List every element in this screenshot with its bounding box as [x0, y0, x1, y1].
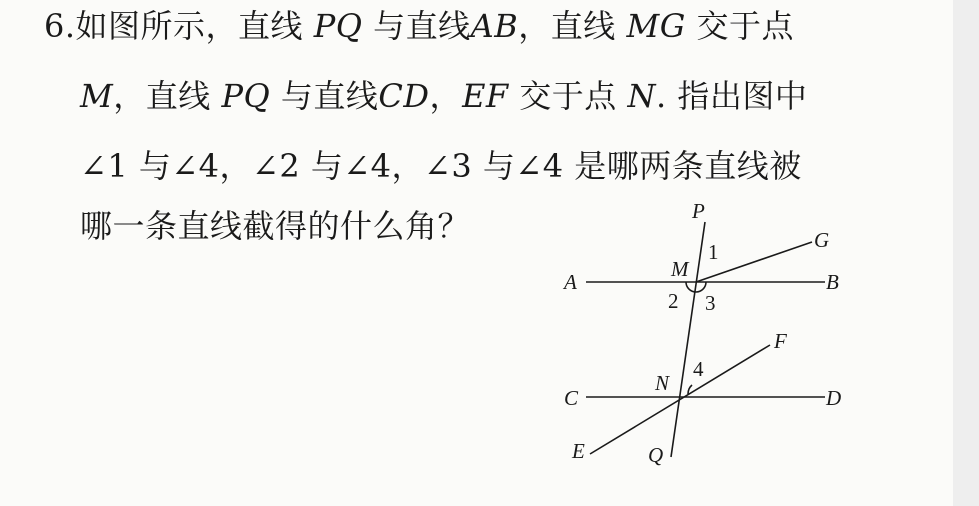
- line-pq-label: PQ: [313, 7, 363, 45]
- label-g: G: [814, 228, 830, 252]
- line-ef: [590, 345, 770, 454]
- line-ef-label: EF: [462, 77, 509, 115]
- text-segment: 如图所示，直线: [75, 7, 304, 45]
- problem-line-2: [80, 76, 807, 116]
- problem-line-3: ∠1 与∠4，∠2 与∠4，∠3 与∠4 是哪两条直线被: [80, 147, 802, 185]
- label-a: A: [564, 270, 577, 294]
- right-margin-strip: [953, 0, 979, 506]
- angle-label-1: 1: [708, 240, 719, 264]
- text-segment: . 指出图中: [655, 77, 808, 115]
- label-q: Q: [648, 443, 664, 467]
- label-b: B: [826, 270, 839, 294]
- text-segment: 交于点: [696, 7, 794, 45]
- text-segment: 与直线: [373, 7, 471, 45]
- geometry-figure: [550, 200, 870, 480]
- text-segment: ，直线: [113, 77, 211, 115]
- text-segment: 交于点: [519, 77, 617, 115]
- line-cd-label: CD: [378, 77, 430, 115]
- label-c: C: [564, 386, 579, 410]
- point-m-label: M: [80, 77, 114, 115]
- angle-label-4: 4: [693, 357, 704, 381]
- angle-label-2: 2: [668, 289, 679, 313]
- problem-number: 6.: [44, 7, 76, 45]
- label-p: P: [692, 200, 705, 223]
- label-m: M: [671, 257, 689, 281]
- text-segment: 与直线: [280, 77, 379, 115]
- line-pq-label: PQ: [221, 77, 271, 115]
- label-d: D: [826, 386, 842, 410]
- line-ab-label: AB: [470, 7, 519, 45]
- text-segment: ，: [429, 77, 463, 115]
- angle-label-3: 3: [705, 291, 716, 315]
- text-segment: ，直线: [518, 7, 616, 45]
- problem-line-1: [44, 6, 794, 46]
- point-n-label: N: [627, 77, 656, 115]
- label-f: F: [774, 329, 787, 353]
- label-e: E: [572, 439, 585, 463]
- line-mg-label: MG: [626, 7, 686, 45]
- label-n: N: [655, 371, 670, 395]
- problem-line-4: 哪一条直线截得的什么角？: [80, 207, 471, 245]
